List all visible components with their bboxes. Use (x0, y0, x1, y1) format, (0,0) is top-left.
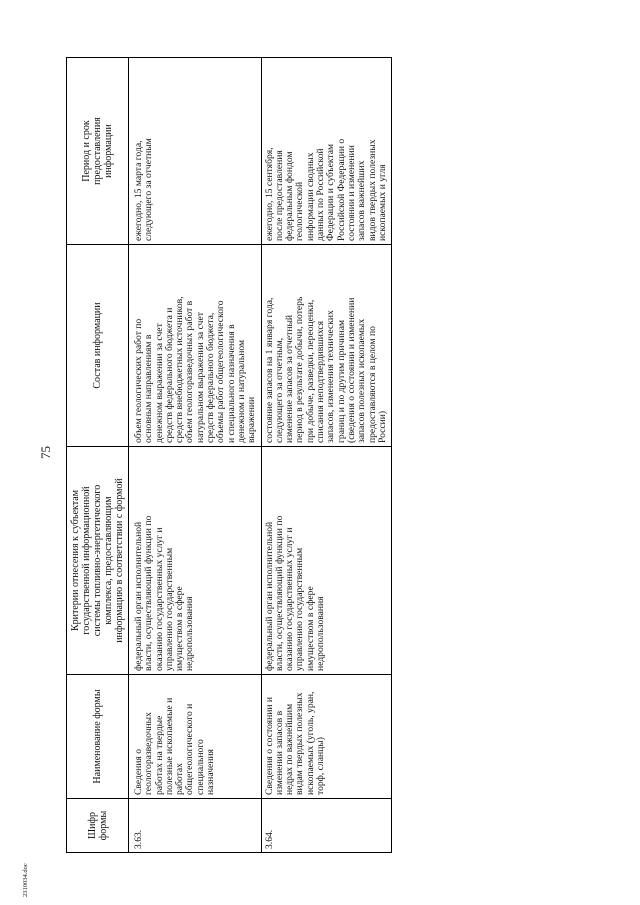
page-number: 75 (38, 446, 53, 459)
header-content: Состав информации (67, 245, 129, 447)
cell-content: состояние запасов на 1 января года, следующего за отчетным, изменение запасов за отчетный период в результате добычи, потерь при добыче, разведки, переоценки, списания неподтвердившихся запасов, изменения технических границ и по другим причинам (сведения о состоянии и изменении запасов полезных ископаемых предоставляются в целом по России) (261, 245, 392, 447)
forms-table (66, 57, 392, 853)
cell-form-name: Сведения о геологоразведочных работах на твердые полезные ископаемые и работах общегеологического и специального назначения (129, 675, 262, 799)
cell-criteria: федеральный орган исполнительной власти, осуществляющий функции по оказанию государственных услуг и управлению государственным имуществом в сфере недропользования (261, 447, 392, 675)
cell-period: ежегодно, 15 сентября, после предоставления федеральным фондом геологической информации сводных данных по Российской Федерации и субъектам Российской Федерации о состоянии и изменении запасов важнейших видов твердых полезных ископаемых и угля (261, 58, 392, 245)
cell-form-name: Сведения о состоянии и изменении запасов в недрах по важнейшим видам твердых полезных ископаемых (уголь, уран, торф, сланцы) (261, 675, 392, 799)
table-header-row (67, 58, 129, 853)
table-row (261, 58, 392, 853)
cell-period: ежегодно, 15 марта года, следующего за отчетным (129, 58, 262, 245)
document-code: 2310034.doc (22, 863, 29, 897)
cell-content: объем геологических работ по основным направлениям в денежном выражении за счет средств федерального бюджета и средств внебюджетных источников, объем геологоразведочных работ в натуральном выражении за счет средств федерального бюджета, объемы работ общегеологического и специального назначения в денежном и натуральном выражении (129, 245, 262, 447)
header-criteria: Критерии отнесения к субъектам государственной информационной системы топливно-энергетического комплекса, предоставляющим информацию в соответствии с формой (67, 447, 129, 675)
cell-form-code: 3.64. (261, 799, 392, 853)
header-form-code: Шифр формы (67, 799, 129, 853)
header-form-name: Наименование формы (67, 675, 129, 799)
table-row (129, 58, 262, 853)
cell-form-code: 3.63. (129, 799, 262, 853)
cell-criteria: федеральный орган исполнительной власти, осуществляющий функции по оказанию государственных услуг и управлению государственным имуществом в сфере недропользования (129, 447, 262, 675)
header-period: Период и срок предоставления информации (67, 58, 129, 245)
